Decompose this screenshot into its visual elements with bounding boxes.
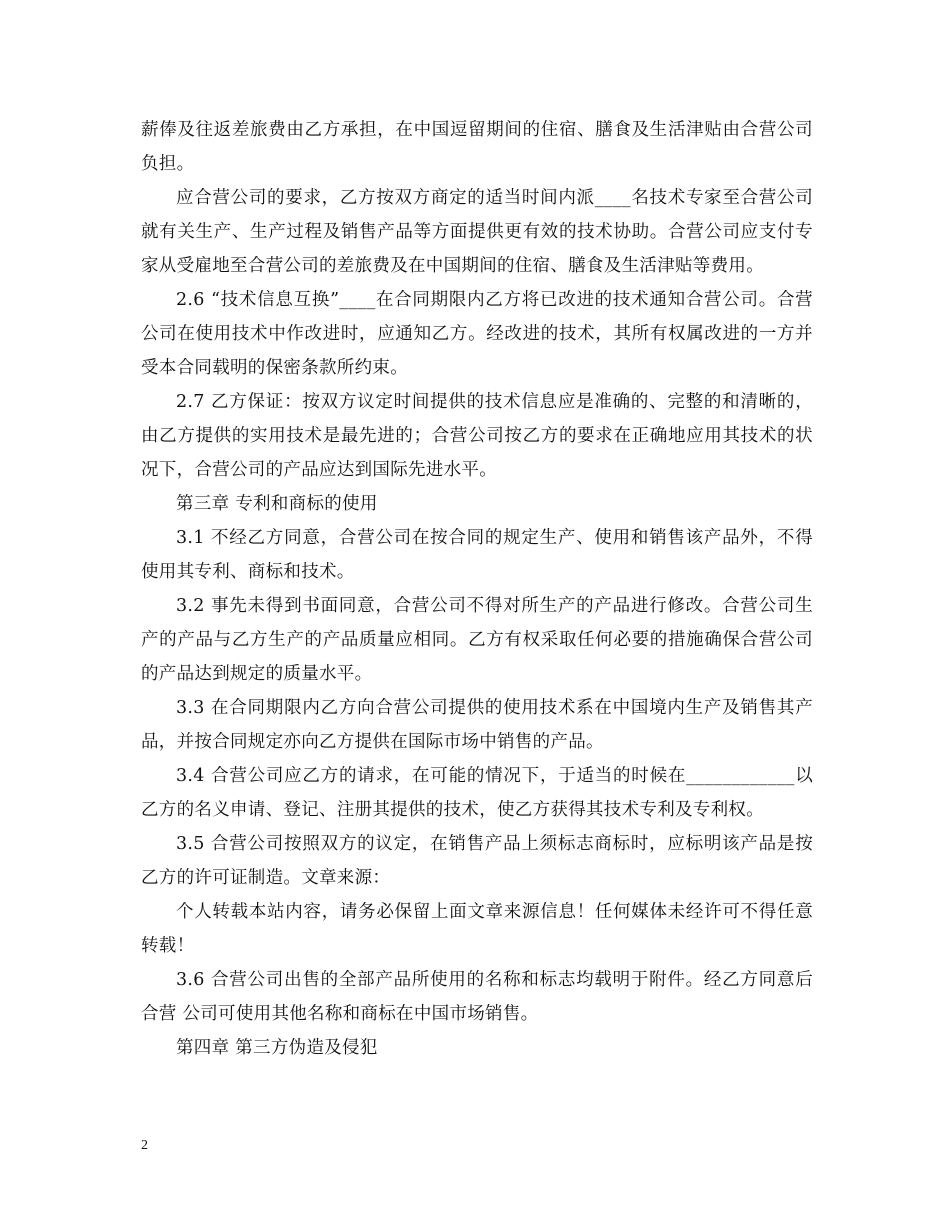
paragraph-expert-assistance: 应合营公司的要求，乙方按双方商定的适当时间内派____名技术专家至合营公司就有关生产、生产过程及销售产品等方面提供更有效的技术协助。合营公司应支付专家从受雇地至合营公司的差旅费及在中国期间的住宿、膳食及生活津贴等费用。 bbox=[141, 188, 813, 276]
chapter-3-heading: 第三章 专利和商标的使用 bbox=[176, 494, 378, 514]
clause-3-1: 3.1 不经乙方同意，合营公司在按合同的规定生产、使用和销售该产品外，不得使用其专利、商标和技术。 bbox=[141, 528, 813, 582]
clause-3-5: 3.5 合营公司按照双方的议定，在销售产品上须标志商标时，应标明该产品是按乙方的许可证制造。文章来源： bbox=[141, 834, 813, 888]
paragraph-continuation: 薪俸及往返差旅费由乙方承担，在中国逗留期间的住宿、膳食及生活津贴由合营公司负担。 bbox=[141, 120, 813, 174]
clause-2-7: 2.7 乙方保证：按双方议定时间提供的技术信息应是准确的、完整的和清晰的，由乙方提供的实用技术是最先进的；合营公司按乙方的要求在正确地应用其技术的状况下，合营公司的产品应达到国际先进水平。 bbox=[141, 392, 813, 480]
clause-2-6: 2.6 “技术信息互换”____在合同期限内乙方将已改进的技术通知合营公司。合营公司在使用技术中作改进时，应通知乙方。经改进的技术，其所有权属改进的一方并受本合同载明的保密条款所约束。 bbox=[141, 290, 813, 378]
clause-3-3: 3.3 在合同期限内乙方向合营公司提供的使用技术系在中国境内生产及销售其产品，并按合同规定亦向乙方提供在国际市场中销售的产品。 bbox=[141, 698, 813, 752]
reprint-notice: 个人转载本站内容，请务必保留上面文章来源信息！任何媒体未经许可不得任意转载！ bbox=[141, 902, 813, 956]
page-number: 2 bbox=[141, 1138, 148, 1153]
clause-3-4: 3.4 合营公司应乙方的请求，在可能的情况下，于适当的时候在____________以乙方的名义申请、登记、注册其提供的技术，使乙方获得其技术专利及专利权。 bbox=[141, 766, 813, 820]
chapter-4-heading: 第四章 第三方伪造及侵犯 bbox=[176, 1038, 378, 1058]
clause-3-6: 3.6 合营公司出售的全部产品所使用的名称和标志均载明于附件。经乙方同意后合营 公司可使用其他名称和商标在中国市场销售。 bbox=[141, 970, 813, 1024]
document-body bbox=[141, 113, 813, 1065]
clause-3-2: 3.2 事先未得到书面同意，合营公司不得对所生产的产品进行修改。合营公司生产的产品与乙方生产的产品质量应相同。乙方有权采取任何必要的措施确保合营公司的产品达到规定的质量水平。 bbox=[141, 596, 813, 684]
